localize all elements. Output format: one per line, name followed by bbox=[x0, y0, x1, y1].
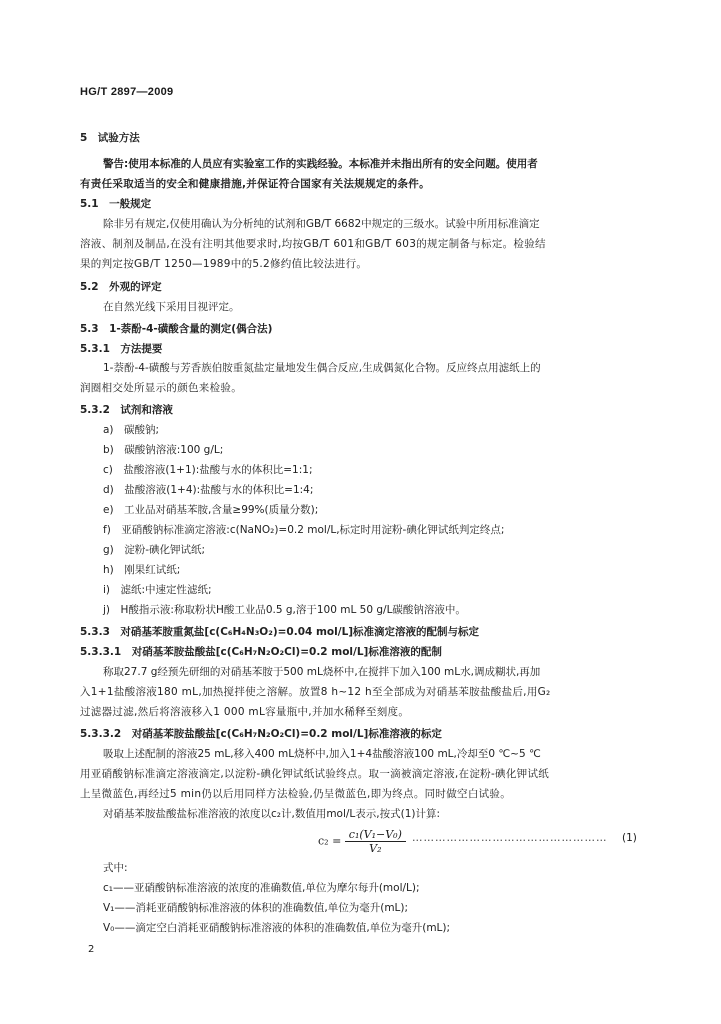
text-line: 5.3.2 试剂和溶液 bbox=[80, 404, 173, 416]
text-line: 5 试验方法 bbox=[80, 132, 140, 144]
text-line: d) 盐酸溶液(1+4):盐酸与水的体积比=1:4; bbox=[103, 484, 314, 496]
text-line: f) 亚硝酸钠标准滴定溶液:c(NaNO₂)=0.2 mol/L,标定时用淀粉-碘化钾试纸判定终点; bbox=[103, 524, 505, 536]
text-line: 5.3.1 方法提要 bbox=[80, 343, 163, 355]
text-line: a) 碳酸钠; bbox=[103, 424, 160, 436]
text-line: 称取27.7 g经预先研细的对硝基苯胺于500 mL烧杯中,在搅拌下加入100 mL水,调成糊状,再加 bbox=[103, 666, 541, 678]
text-line: j) H酸指示液:称取粉状H酸工业品0.5 g,溶于100 mL 50 g/L碳酸钠溶液中。 bbox=[103, 604, 466, 616]
formula-denominator: V₂ bbox=[369, 842, 382, 855]
text-line: 1-萘酚-4-磺酸与芳香族伯胺重氮盐定量地发生偶合反应,生成偶氮化合物。反应终点用滤纸上的 bbox=[103, 362, 541, 374]
text-line: V₀——滴定空白消耗亚硝酸钠标准溶液的体积的准确数值,单位为毫升(mL); bbox=[103, 922, 451, 934]
text-line: 5.3.3 对硝基苯胺重氮盐[c(C₆H₄N₃O₂)=0.04 mol/L]标准滴定溶液的配制与标定 bbox=[80, 626, 480, 638]
text-line: 上呈微蓝色,再经过5 min仍以后用同样方法检验,仍呈微蓝色,即为终点。同时做空白试验。 bbox=[80, 788, 512, 800]
text-line: 入1+1盐酸溶液180 mL,加热搅拌使之溶解。放置8 h~12 h至全部成为对硝基苯胺盐酸盐后,用G₂ bbox=[80, 686, 551, 698]
formula-number: (1) bbox=[622, 832, 637, 844]
text-line: c₁——亚硝酸钠标准溶液的浓度的准确数值,单位为摩尔每升(mol/L); bbox=[103, 882, 420, 894]
text-line: 5.1 一般规定 bbox=[80, 198, 152, 210]
text-line: i) 滤纸:中速定性滤纸; bbox=[103, 584, 212, 596]
standard-code-header: HG/T 2897—2009 bbox=[80, 86, 174, 98]
formula-numerator: c₁(V₁−V₀) bbox=[345, 828, 406, 842]
text-line: V₁——消耗亚硝酸钠标准溶液的体积的准确数值,单位为毫升(mL); bbox=[103, 902, 409, 914]
text-line: 有责任采取适当的安全和健康措施,并保证符合国家有关法规规定的条件。 bbox=[80, 178, 430, 190]
text-line: 5.3 1-萘酚-4-磺酸含量的测定(偶合法) bbox=[80, 323, 273, 335]
text-line: 5.2 外观的评定 bbox=[80, 281, 162, 293]
text-line: 警告:使用本标准的人员应有实验室工作的实践经验。本标准并未指出所有的安全问题。使用者 bbox=[103, 158, 538, 170]
text-line: 过滤器过滤,然后将溶液移入1 000 mL容量瓶中,并加水稀释至刻度。 bbox=[80, 706, 410, 718]
text-line: 吸取上述配制的溶液25 mL,移入400 mL烧杯中,加入1+4盐酸溶液100 mL,冷却至0 ℃~5 ℃ bbox=[103, 748, 541, 760]
text-line: 在自然光线下采用目视评定。 bbox=[103, 301, 240, 313]
formula-fraction bbox=[345, 828, 406, 855]
text-line: 对硝基苯胺盐酸盐标准溶液的浓度以c₂计,数值用mol/L表示,按式(1)计算: bbox=[103, 808, 441, 820]
text-line: b) 碳酸钠溶液:100 g/L; bbox=[103, 444, 224, 456]
text-line: 5.3.3.1 对硝基苯胺盐酸盐[c(C₆H₇N₂O₂Cl)=0.2 mol/L]标准溶液的配制 bbox=[80, 646, 442, 658]
text-line: 果的判定按GB/T 1250—1989中的5.2修约值比较法进行。 bbox=[80, 258, 368, 270]
formula-1 bbox=[318, 828, 406, 855]
page-number: 2 bbox=[88, 944, 95, 955]
formula-lhs: c₂ = bbox=[318, 834, 345, 848]
text-line: 用亚硝酸钠标准滴定溶液滴定,以淀粉-碘化钾试纸试验终点。取一滴被滴定溶液,在淀粉-碘化钾试纸 bbox=[80, 768, 550, 780]
text-line: 除非另有规定,仅使用确认为分析纯的试剂和GB/T 6682中规定的三级水。试验中所用标准滴定 bbox=[103, 218, 540, 230]
text-line: c) 盐酸溶液(1+1):盐酸与水的体积比=1:1; bbox=[103, 464, 313, 476]
text-line: 式中: bbox=[103, 862, 128, 874]
text-line: 5.3.3.2 对硝基苯胺盐酸盐[c(C₆H₇N₂O₂Cl)=0.2 mol/L]标准溶液的标定 bbox=[80, 728, 442, 740]
text-line: 润圈相交处所显示的颜色来检验。 bbox=[80, 382, 242, 394]
text-line: 溶液、制剂及制品,在没有注明其他要求时,均按GB/T 601和GB/T 603的规定制备与标定。检验结 bbox=[80, 238, 546, 250]
formula-leader-dots: …………………………………………… bbox=[412, 832, 608, 844]
text-line: e) 工业品对硝基苯胺,含量≥99%(质量分数); bbox=[103, 504, 319, 516]
text-line: g) 淀粉-碘化钾试纸; bbox=[103, 544, 206, 556]
text-line: h) 刚果红试纸; bbox=[103, 564, 181, 576]
